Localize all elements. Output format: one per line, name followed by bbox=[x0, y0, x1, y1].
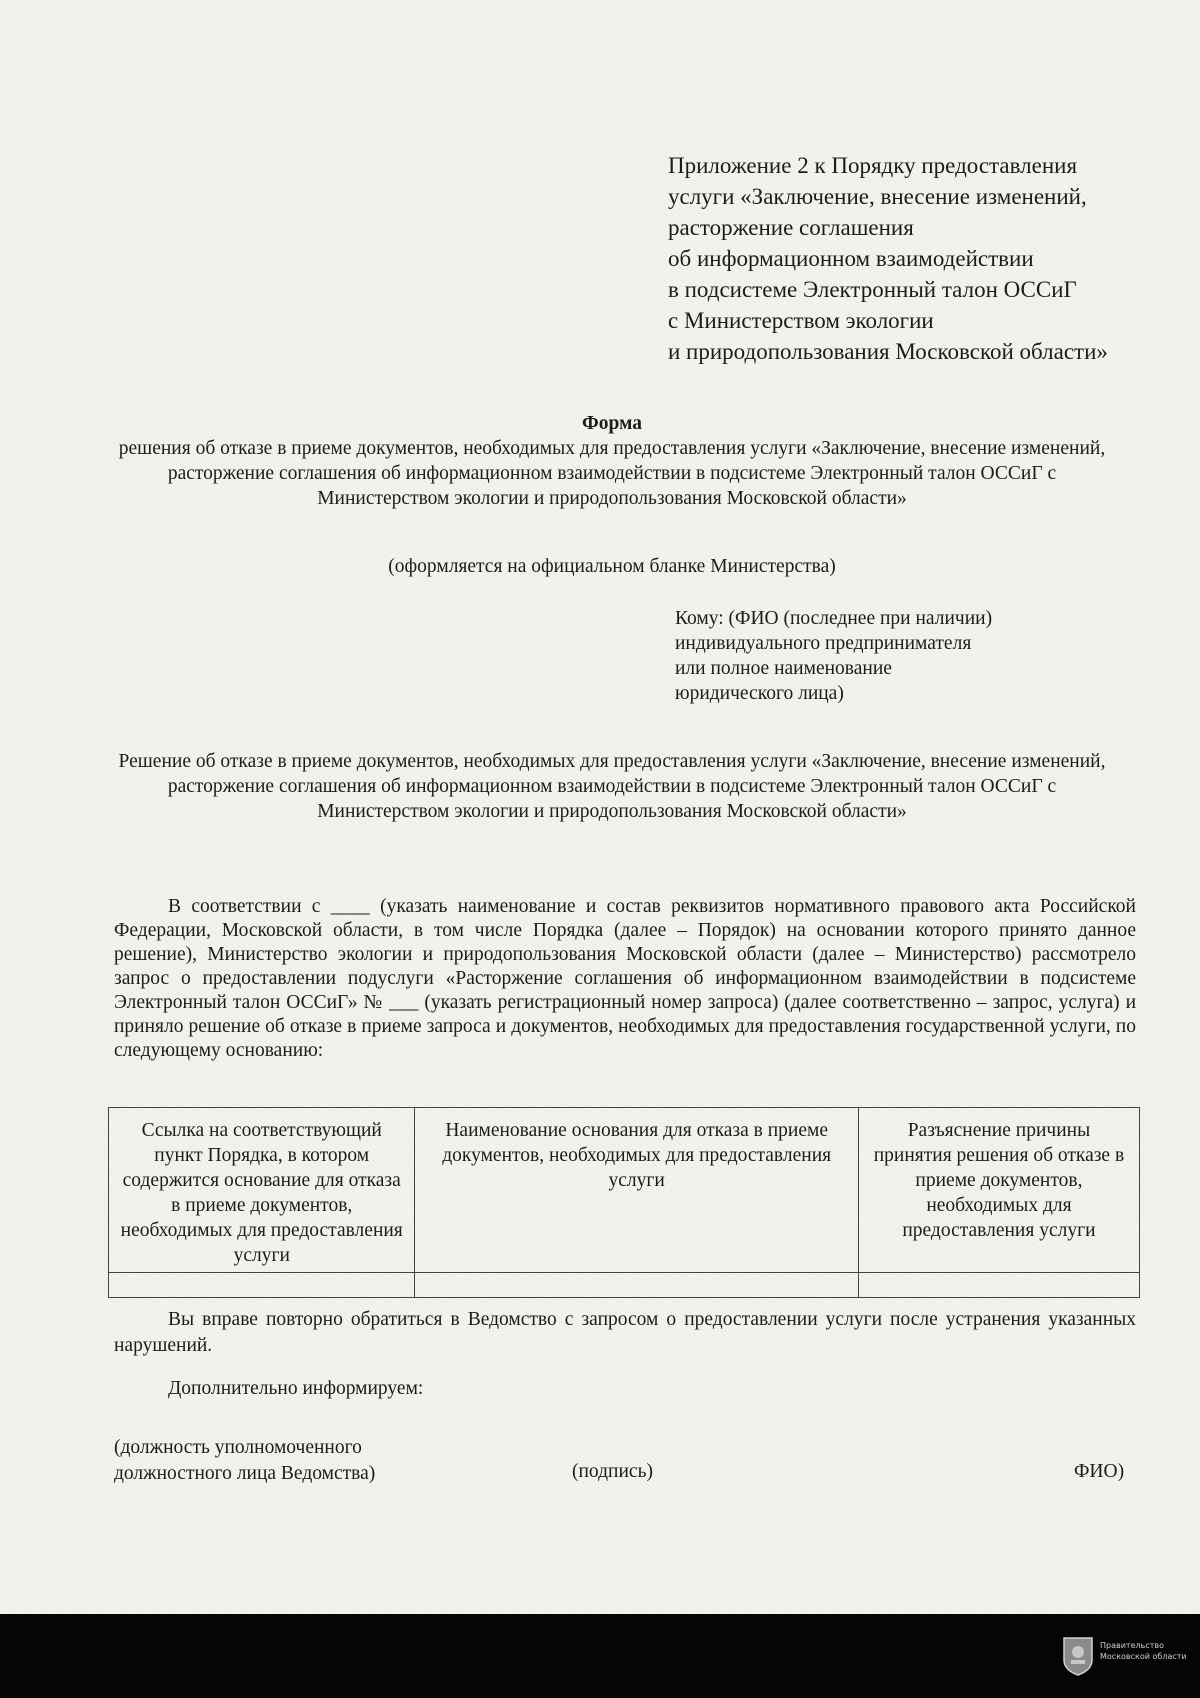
table-header-cell: Ссылка на соответствующий пункт Порядка, в котором содержится основание для отказа в приеме документов, необходимых для предоставления услуги bbox=[109, 1108, 415, 1273]
bottom-bar bbox=[0, 1614, 1200, 1698]
appendix-line: услуги «Заключение, внесение изменений, bbox=[668, 184, 1087, 209]
rights-paragraph: Вы вправе повторно обратиться в Ведомство с запросом о предоставлении услуги после устранения указанных нарушений. bbox=[114, 1309, 1136, 1356]
form-subtitle: решения об отказе в приеме документов, необходимых для предоставления услуги «Заключение, внесение изменений, расторжение соглашения об информационном взаимодействии в подсистеме Электронный талон ОССиГ с Министерством экологии и природопользования Московской области» bbox=[118, 438, 1106, 509]
appendix-line: и природопользования Московской области» bbox=[668, 339, 1108, 364]
body-paragraph: В соответствии с ____ (указать наименование и состав реквизитов нормативного правового акта Российской Федерации, Московской области, в том числе Порядка (далее – Порядок) на основании которого принято данное решение), Министерство экологии и природопользования Московской области (далее – Министерство) рассмотрело запрос о предоставлении подуслуги «Расторжение соглашения об информационном взаимодействии в подсистеме Электронный талон ОССиГ» № ___ (указать регистрационный номер запроса) (далее соответственно – запрос, услуга) и приняло решение об отказе в приеме запроса и документов, необходимых для предоставления государственной услуги, по следующему основанию: bbox=[114, 896, 1136, 1061]
form-title: Форма bbox=[582, 413, 642, 434]
table-header-row bbox=[109, 1108, 1140, 1273]
table-cell bbox=[109, 1273, 415, 1298]
table-header-cell: Наименование основания для отказа в приеме документов, необходимых для предоставления услуги bbox=[415, 1108, 858, 1273]
appendix-line: расторжение соглашения bbox=[668, 215, 914, 240]
appendix-line: в подсистеме Электронный талон ОССиГ bbox=[668, 277, 1077, 302]
addressee-line: юридического лица) bbox=[675, 683, 844, 704]
refusal-reasons-table bbox=[108, 1107, 1140, 1298]
moscow-region-coat-of-arms-icon bbox=[1062, 1636, 1094, 1676]
table-cell bbox=[858, 1273, 1139, 1298]
addressee-line: Кому: (ФИО (последнее при наличии) bbox=[675, 608, 993, 629]
table-header-cell: Разъяснение причины принятия решения об отказе в приеме документов, необходимых для предоставления услуги bbox=[858, 1108, 1139, 1273]
addressee-block bbox=[675, 606, 1095, 706]
signature-placeholder: (подпись) bbox=[572, 1461, 653, 1482]
appendix-line: Приложение 2 к Порядку предоставления bbox=[668, 153, 1078, 178]
additional-info-label: Дополнительно информируем: bbox=[168, 1378, 424, 1399]
blank-note: (оформляется на официальном бланке Министерства) bbox=[388, 556, 836, 577]
table-cell bbox=[415, 1273, 858, 1298]
signatory-position: (должность уполномоченного должностного лица Ведомства) bbox=[114, 1437, 376, 1484]
addressee-line: индивидуального предпринимателя bbox=[675, 633, 972, 654]
appendix-line: об информационном взаимодействии bbox=[668, 246, 1034, 271]
footer-logo-text: Правительство Московской области bbox=[1100, 1641, 1187, 1661]
decision-title: Решение об отказе в приеме документов, необходимых для предоставления услуги «Заключение, внесение изменений, расторжение соглашения об информационном взаимодействии в подсистеме Электронный талон ОССиГ с Министерством экологии и природопользования Московской области» bbox=[118, 751, 1106, 822]
addressee-line: или полное наименование bbox=[675, 658, 892, 679]
table-row bbox=[109, 1273, 1140, 1298]
appendix-heading bbox=[668, 150, 1168, 367]
fio-placeholder: ФИО) bbox=[1074, 1461, 1125, 1482]
appendix-line: с Министерством экологии bbox=[668, 308, 934, 333]
